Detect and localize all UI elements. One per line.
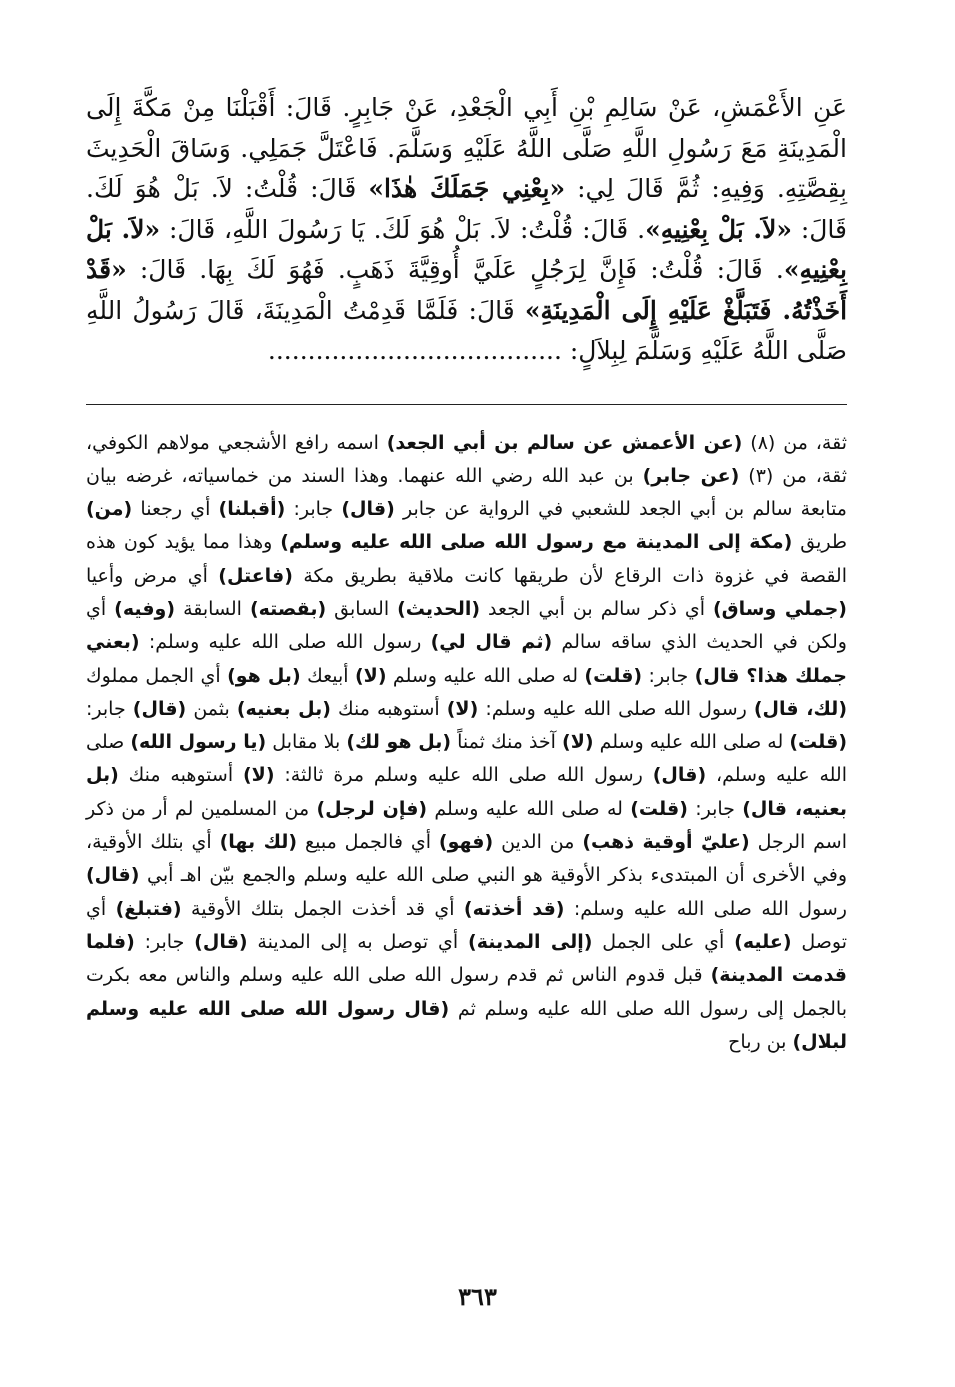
commentary-segment: أي توصل به إلى المدينة (247, 930, 469, 953)
commentary-text (86, 427, 847, 1060)
commentary-segment: أستوهبه منك (330, 697, 447, 720)
commentary-term: (فإن لرجل) (316, 797, 428, 820)
hadith-segment: عَنِ الأَعْمَشِ، عَنْ سَالِمِ بْنِ أَبِي الْجَعْدِ، عَنْ جَابِرٍ. قَالَ: أَقْبَلْنَا مِنْ مَكَّةَ إِلَى الْمَدِينَةِ مَعَ رَسُولِ اللَّهِ صَلَّى اللَّهُ عَلَيْهِ وَسَلَّمَ. فَاعْتَلَّ جَمَلِي. وَسَاقَ الْحَدِيثَ بِقِصَّتِهِ. وَفِيهِ: ثُمَّ قَالَ لِي: (86, 93, 848, 203)
hadith-segment: . قَالَ: قُلْتُ: فَإِنَّ لِرَجُلٍ عَلَيَّ أُوقِيَّةَ ذَهَبٍ. فَهُوَ لَكَ بِهَا. قَالَ: (126, 255, 784, 284)
commentary-term: (الحديث) (397, 597, 481, 620)
commentary-term: (لا) (354, 664, 387, 687)
hadith-quote: «قَدْ أَخَذْتُهُ. فَتَبَلَّغْ عَلَيْهِ إِلَى الْمَدِينَةِ» (86, 255, 848, 325)
commentary-segment: أي قد أخذت الجمل بتلك الأوقية (181, 897, 464, 920)
hadith-quote: «بِعْنِي جَمَلَكَ هٰذَا» (368, 174, 566, 203)
commentary-term: (مكة إلى المدينة مع رسول الله صلى الله عليه وسلم) (280, 531, 793, 554)
commentary-segment: بن عبد الله رضي الله عنهما. وهذا السند من خماسياته، غرضه بيان متابعة سالم بن أبي الجعد للشعبي في الرواية عن جابر (86, 464, 847, 521)
commentary-term: (بل بعنيه، قال) (86, 764, 847, 820)
commentary-term: (فتبلغ) (115, 897, 182, 920)
commentary-term: (لا) (242, 764, 275, 787)
commentary-segment: رسول الله صلى الله عليه وسلم مرة ثالثة: (274, 764, 653, 787)
commentary-segment: أي مرض وأعيا (86, 564, 219, 587)
commentary-segment: وهذا مما يؤيد كون هذه القصة في غزوة ذات الرقاع لأن طريقها كانت ملاقية بطريق مكة (86, 531, 847, 587)
commentary-segment: له صلى الله عليه وسلم (593, 731, 790, 754)
commentary-term: (بل هو) (227, 664, 301, 687)
commentary-term: (بل بعنيه) (236, 697, 331, 720)
hadith-segment: قَالَ: قُلْتُ: لاَ. بَلْ هُوَ لَكَ. قَالَ: (86, 174, 848, 244)
commentary-segment: أي توصل (86, 897, 847, 953)
commentary-term: (عليّ أوقية ذهب) (582, 831, 750, 854)
commentary-segment: من الدين (493, 831, 583, 854)
commentary-term: (لا) (562, 731, 594, 754)
commentary-term: (يا رسول الله) (130, 731, 267, 754)
commentary-segment: جابر: (642, 664, 695, 687)
commentary-segment: بن رباح (728, 1030, 793, 1053)
commentary-segment: أستوهبه منك (118, 764, 243, 787)
commentary-term: (عن الأعمش عن سالم بن أبي الجعد) (386, 431, 743, 454)
commentary-segment: أي فالجمل مبيع (297, 831, 439, 854)
commentary-segment: أي ذكر سالم بن أبي الجعد (480, 597, 713, 620)
commentary-segment: بلا مقابل (266, 731, 347, 754)
commentary-segment: رسول الله صلى الله عليه وسلم: (564, 897, 847, 920)
commentary-segment: أي بتلك الأوقية، وفي الأخرى أن المبتدىء بذكر الأوقية هو النبي صلى الله عليه وسلم والجمع بيّن اهـ أبي (86, 831, 847, 887)
commentary-segment: أي الجمل مملوك (86, 664, 228, 687)
commentary-term: (وفيه) (114, 597, 176, 620)
commentary-term: (فهو) (438, 831, 494, 854)
hadith-continuation-dots: ..................................... (267, 336, 562, 365)
commentary-segment: بثمن (186, 697, 237, 720)
commentary-segment: أي رجعنا (132, 498, 219, 521)
commentary-segment: السابقة (175, 597, 250, 620)
commentary-term: (ثم قال لي) (430, 631, 553, 654)
commentary-segment: جابر: (86, 697, 133, 720)
commentary-segment: السابق (326, 597, 398, 620)
commentary-term: (بل هو لك) (346, 731, 452, 754)
commentary-term: (قال رسول الله صلى الله عليه وسلم لبلال) (86, 997, 847, 1053)
hadith-quote: «لاَ. بَلْ بِعْنِيهِ» (86, 214, 847, 284)
commentary-term: (فاعتل) (218, 564, 293, 587)
commentary-segment: ثقة، من (٨) (742, 431, 847, 454)
commentary-term: (قال) (194, 930, 248, 953)
commentary-term: (إلى المدينة) (468, 930, 593, 953)
commentary-segment: طريق (792, 531, 847, 554)
commentary-segment: آخذ منك ثمناً (451, 731, 563, 754)
commentary-term: (بعني جملك هذا؟ قال) (86, 631, 847, 687)
commentary-term: (قد أخذته) (463, 897, 565, 920)
commentary-segment: جابر: (285, 498, 342, 521)
commentary-segment: جابر: (687, 797, 743, 820)
commentary-segment: صلى الله عليه وسلم، (86, 731, 847, 787)
hadith-segment: قَالَ: فَلَمَّا قَدِمْتُ الْمَدِينَةَ، قَالَ رَسُولُ اللَّهِ صَلَّى اللَّهُ عَلَيْهِ وَسَلَّمَ لِبِلاَلٍ: (86, 295, 847, 365)
commentary-term: (فلما قدمت المدينة) (86, 930, 847, 987)
commentary-term: (من) (86, 498, 133, 521)
commentary-term: (لا) (446, 697, 479, 720)
commentary-term: (قال) (652, 764, 707, 787)
commentary-segment: أي على الجمل (592, 930, 735, 953)
commentary-segment: قبل قدوم الناس ثم قدم رسول الله صلى الله عليه وسلم والناس معه بكرت بالجمل إلى رسول الله صلى الله عليه وسلم ثم (86, 964, 848, 1020)
commentary-term: (قلت) (584, 664, 643, 687)
hadith-text (86, 88, 847, 372)
commentary-segment: رسول الله صلى الله عليه وسلم: (478, 697, 754, 720)
commentary-term: (لك بها) (219, 831, 298, 854)
hadith-segment: . قَالَ: قُلْتُ: لاَ. بَلْ هُوَ لَكَ. يَا رَسُولَ اللَّهِ، قَالَ: (160, 214, 646, 244)
commentary-term: (بقصته) (249, 597, 327, 620)
commentary-term: (أقبلنا) (218, 498, 286, 521)
commentary-segment: أي ولكن في الحديث الذي ساقه سالم (86, 597, 847, 654)
commentary-term: (لك، قال) (753, 697, 848, 720)
footnote-divider (86, 404, 847, 405)
commentary-segment: جابر: (134, 930, 195, 953)
commentary-segment: له صلى الله عليه وسلم (386, 664, 585, 687)
commentary-segment: من المسلمين لم أر من ذكر اسم الرجل (86, 797, 847, 854)
commentary-term: (قلت) (789, 731, 848, 754)
commentary-term: (عن جابر) (642, 464, 740, 487)
commentary-segment: أبيعك (300, 664, 355, 687)
page-number: ٣٦٣ (458, 1282, 497, 1311)
commentary-term: (قلت) (630, 797, 688, 820)
commentary-term: (عليه) (734, 930, 792, 953)
commentary-term: (قال) (341, 498, 395, 521)
commentary-term: (قال) (132, 697, 187, 720)
commentary-segment: اسمه رافع الأشجعي مولاهم الكوفي، ثقة، من (٣) (86, 431, 848, 487)
commentary-segment: له صلى الله عليه وسلم (427, 797, 631, 820)
commentary-term: (جملي وساق) (713, 597, 847, 620)
commentary-segment: رسول الله صلى الله عليه وسلم: (139, 631, 431, 654)
commentary-term: (قال) (86, 864, 140, 887)
hadith-quote: «لاَ. بَلْ بِعْنِيهِ» (645, 214, 792, 244)
